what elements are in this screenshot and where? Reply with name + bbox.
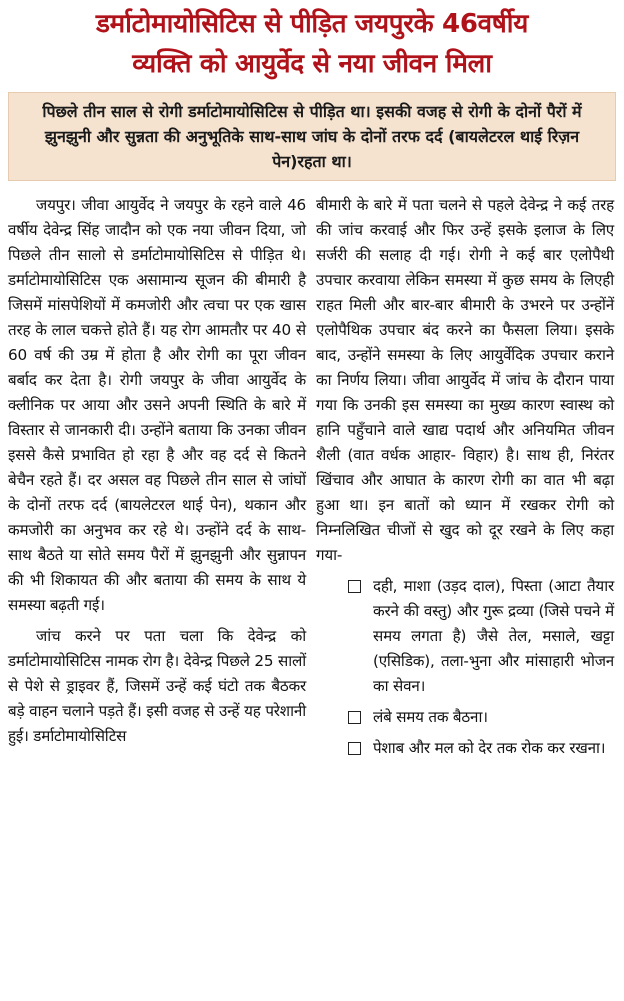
article-column-left — [8, 193, 306, 767]
headline — [8, 0, 616, 84]
list-item-text: पेशाब और मल को देर तक रोक कर रखना। — [373, 739, 606, 757]
checkbox-square-icon — [348, 711, 361, 724]
list-item-text: लंबे समय तक बैठना। — [373, 708, 488, 726]
list-item — [316, 574, 614, 699]
checkbox-square-icon — [348, 742, 361, 755]
summary-box: पिछले तीन साल से रोगी डर्माटोमायोसिटिस से पीड़ित था। इसकी वजह से रोगी के दोनों पैरों में झुनझुनी और सुन्नता की अनुभूतिके साथ-साथ जांघ के दोनों तरफ दर्द (बायलेटरल थाई रिज़न पेन)रहता था। — [8, 92, 616, 181]
article-column-right — [316, 193, 614, 767]
article-body — [8, 193, 616, 767]
article-paragraph: जांच करने पर पता चला कि देवेन्द्र को डर्माटोमायोसिटिस नामक रोग है। देवेन्द्र पिछले 25 सालों से पेशे से ड्राइवर हैं, जिसमें उन्हें कई घंटो तक बैठकर बड़े वाहन चलाने पड़ते हैं। इसी वजह से उन्हें यह परेशानी हुई। डर्माटोमायोसिटिस — [8, 627, 306, 745]
list-item — [316, 736, 614, 761]
headline-line-2: व्यक्ति को आयुर्वेद से नया जीवन मिला — [132, 49, 492, 79]
list-item — [316, 705, 614, 730]
headline-line-1: डर्माटोमायोसिटिस से पीड़ित जयपुरके 46वर्षीय — [95, 9, 529, 39]
article-paragraph: जयपुर। जीवा आयुर्वेद ने जयपुर के रहने वाले 46 वर्षीय देवेन्द्र सिंह जादौन को एक नया जीवन दिया, जो पिछले तीन सालो से डर्माटोमायोसिटिस से पीड़ित थे। डर्माटोमायोसिटिस एक असामान्य सूजन की बीमारी है जिसमें मांसपेशियों में कमजोरी और त्वचा पर एक खास तरह के लाल चकत्ते होते हैं। यह रोग आमतौर पर 40 से 60 वर्ष की उम्र में होता है और रोगी का पूरा जीवन बर्बाद कर देता है। रोगी जयपुर के जीवा आयुर्वेद के क्लीनिक पर आया और उसने अपनी स्थिति के बारे में विस्तार से जानकारी दी। उन्होंने बताया कि उनका जीवन इससे कैसे प्रभावित हो रहा है और वह दर्द से कितने बेचैन रहते हैं। दर असल वह पिछले तीन साल से जांघों के दोनों तरफ दर्द (बायलेटरल थाई पेन), थकान और कमजोरी का अनुभव कर रहे थे। उन्होंने दर्द के साथ-साथ बैठते या सोते समय पैरों में झुनझुनी और सुन्नापन की भी शिकायत की और बताया की समय के साथ ये समस्या बढ़ती गई। — [8, 196, 306, 614]
list-item-text: दही, माशा (उड़द दाल), पिस्ता (आटा तैयार करने की वस्तु) और गुरू द्रव्या (जिसे पचने में समय लगता है) जैसे तेल, मसाले, खट्टा (एसिडिक), तला-भुना और मांसाहारी भोजन का सेवन। — [373, 577, 614, 695]
article-paragraph: बीमारी के बारे में पता चलने से पहले देवेन्द्र ने कई तरह की जांच करवाई और फिर उन्हें इसके इलाज के लिए सर्जरी की सलाह दी गई। रोगी ने कई बार एलोपैथी उपचार करवाया लेकिन समस्या में कुछ समय के लिएही राहत मिली और बार-बार बीमारी के उभरने पर उन्होंनें एलोपैथिक उपचार बंद करने का फैसला लिया। इसके बाद, उन्होंने समस्या के लिए आयुर्वेदिक उपचार कराने का निर्णय लिया। जीवा आयुर्वेद में जांच के दौरान पाया गया कि उनकी इस समस्या का मुख्य कारण स्वास्थ को हानि पहुँचाने वाले खाद्य पदार्थ और अनियमित जीवन शैली (वात वर्धक आहार- विहार) है। साथ ही, निरंतर खिंचाव और आघात के कारण रोगी का वात भी बढ़ा हुआ था। इन बातों को ध्यान में रखकर रोगी को निम्नलिखित चीजों से खुद को दूर रखने के लिए कहा गया- — [316, 196, 614, 564]
checkbox-square-icon — [348, 580, 361, 593]
